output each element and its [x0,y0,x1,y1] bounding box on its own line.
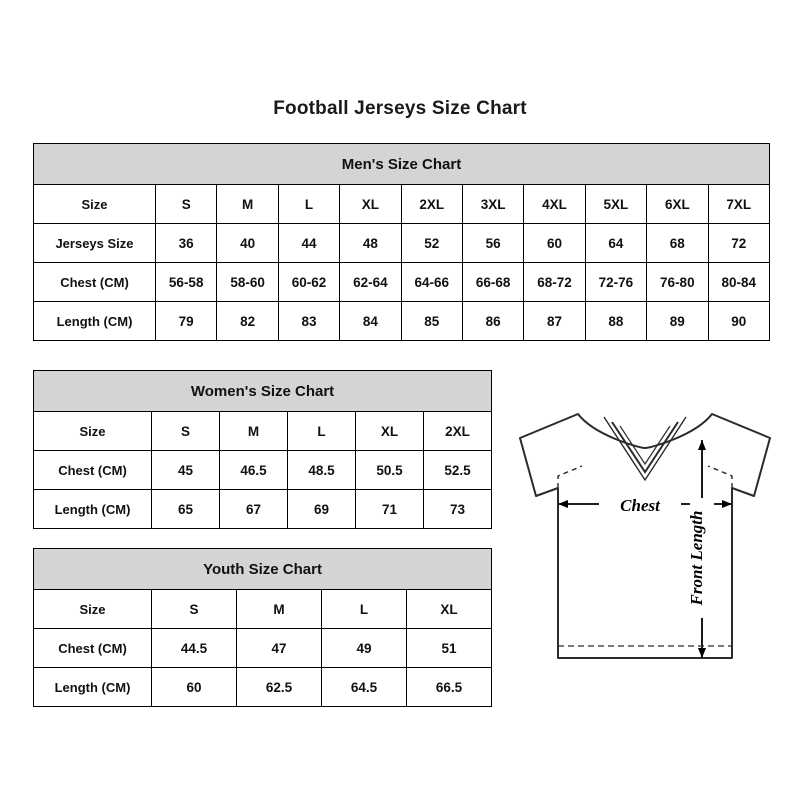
table-cell: 83 [278,302,339,341]
mens-size-chart-table [33,143,770,341]
table-row [34,224,770,263]
table-cell: 65 [152,490,220,529]
table-section-header [34,549,492,590]
page-title: Football Jerseys Size Chart [273,98,527,119]
table-cell: 40 [217,224,278,263]
table-cell: 66-68 [462,263,523,302]
column-header: S [152,590,237,629]
column-header: XL [407,590,492,629]
column-header: 5XL [585,185,646,224]
column-header: XL [356,412,424,451]
table-row [34,302,770,341]
table-row [34,490,492,529]
table-cell: 68 [647,224,708,263]
column-header: M [220,412,288,451]
table-row [34,668,492,707]
table-header-row [34,590,492,629]
table-row [34,451,492,490]
table-cell: 46.5 [220,451,288,490]
table-cell: 64 [585,224,646,263]
table-header-row [34,185,770,224]
column-header: L [288,412,356,451]
table-cell: 49 [322,629,407,668]
table-cell: 48.5 [288,451,356,490]
table-cell: 62.5 [237,668,322,707]
table-cell: 87 [524,302,585,341]
table-cell: 86 [462,302,523,341]
column-header: L [278,185,339,224]
row-label: Chest (CM) [34,451,152,490]
column-header: 2XL [424,412,492,451]
column-header: Size [34,590,152,629]
column-header: Size [34,412,152,451]
table-cell: 80-84 [708,263,770,302]
row-label: Chest (CM) [34,263,156,302]
table-row [34,263,770,302]
table-cell: 72-76 [585,263,646,302]
table-cell: 76-80 [647,263,708,302]
table-cell: 52 [401,224,462,263]
table-header-row [34,412,492,451]
table-cell: 48 [340,224,401,263]
youth-table-title: Youth Size Chart [34,549,492,590]
table-cell: 71 [356,490,424,529]
column-header: 4XL [524,185,585,224]
table-cell: 66.5 [407,668,492,707]
table-row [34,629,492,668]
table-cell: 89 [647,302,708,341]
table-cell: 60 [152,668,237,707]
column-header: M [237,590,322,629]
shirt-measurement-diagram [500,400,790,700]
womens-table-title: Women's Size Chart [34,371,492,412]
table-cell: 64-66 [401,263,462,302]
row-label: Length (CM) [34,668,152,707]
table-cell: 56-58 [156,263,217,302]
column-header: 6XL [647,185,708,224]
column-header: XL [340,185,401,224]
table-cell: 36 [156,224,217,263]
column-header: L [322,590,407,629]
table-cell: 82 [217,302,278,341]
table-cell: 58-60 [217,263,278,302]
front-length-dimension-label: Front Length [687,510,706,606]
table-cell: 47 [237,629,322,668]
table-cell: 44 [278,224,339,263]
table-cell: 60 [524,224,585,263]
table-cell: 69 [288,490,356,529]
table-cell: 73 [424,490,492,529]
table-cell: 50.5 [356,451,424,490]
table-cell: 51 [407,629,492,668]
table-cell: 45 [152,451,220,490]
shirt-outline-path [520,414,770,658]
table-cell: 60-62 [278,263,339,302]
row-label: Chest (CM) [34,629,152,668]
youth-size-chart-table [33,548,492,707]
column-header: Size [34,185,156,224]
column-header: 2XL [401,185,462,224]
table-cell: 52.5 [424,451,492,490]
table-cell: 90 [708,302,770,341]
table-cell: 56 [462,224,523,263]
table-section-header [34,371,492,412]
table-cell: 85 [401,302,462,341]
row-label: Jerseys Size [34,224,156,263]
table-section-header [34,144,770,185]
table-cell: 64.5 [322,668,407,707]
chest-dimension-label: Chest [620,496,660,515]
column-header: M [217,185,278,224]
column-header: S [152,412,220,451]
column-header: 3XL [462,185,523,224]
row-label: Length (CM) [34,490,152,529]
table-cell: 68-72 [524,263,585,302]
mens-table-title: Men's Size Chart [34,144,770,185]
womens-size-chart-table [33,370,492,529]
table-cell: 88 [585,302,646,341]
table-cell: 62-64 [340,263,401,302]
table-cell: 79 [156,302,217,341]
row-label: Length (CM) [34,302,156,341]
column-header: S [156,185,217,224]
table-cell: 72 [708,224,770,263]
table-cell: 44.5 [152,629,237,668]
column-header: 7XL [708,185,770,224]
table-cell: 67 [220,490,288,529]
table-cell: 84 [340,302,401,341]
